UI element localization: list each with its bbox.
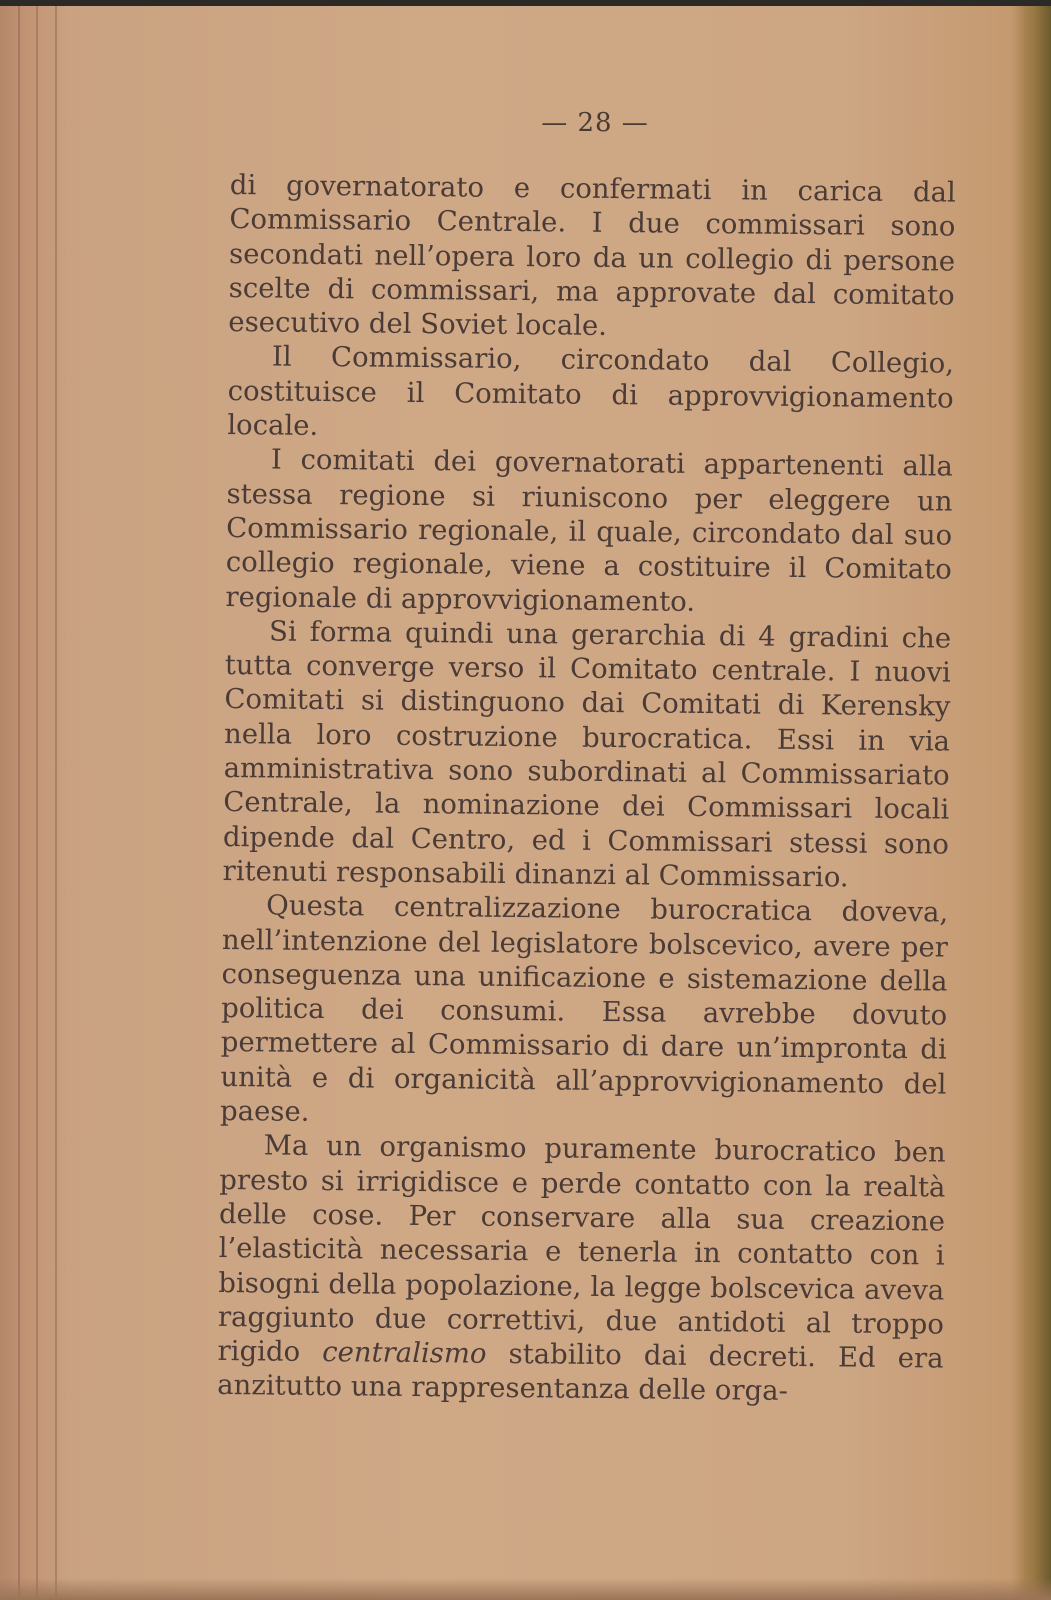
page-gutter-shadow (0, 6, 70, 1600)
paragraph: Questa centralizzazione burocratica doveva, nell’intenzione del legislatore bolscevico, avere per conseguenza una unificazione e sistemazione della politica dei consumi. Essa avrebbe dovuto permettere al Commissario di dare un’impronta di unità e di organicità all’approvvigionamento del paese. (219, 889, 949, 1128)
paragraph: di governatorato e confermati in carica dal Commissario Centrale. I due commissari sono secondati nell’opera loro da un collegio di persone scelte di commissari, ma approvate dal comitato esecutivo del Soviet locale. (228, 168, 956, 343)
paragraph: I comitati dei governatorati appartenenti alla stessa regione si riuniscono per eleggere un Commissario regionale, il quale, circondato dal suo collegio regionale, viene a costituire il Comitato regionale di approvvigionamento. (225, 443, 954, 618)
italic-term: centralismo (322, 1336, 487, 1370)
binding-line (55, 6, 57, 1600)
page-edge-right (1011, 6, 1051, 1600)
book-page (0, 6, 1051, 1600)
paragraph: Il Commissario, circondato dal Collegio, costituisce il Comitato di approvvigionamento locale. (227, 340, 955, 443)
binding-line (18, 6, 20, 1600)
paragraph: Si forma quindi una gerarchia di 4 gradini che tutta converge verso il Comitato centrale. I nuovi Comitati si distinguono dai Comitati di Kerensky nella loro costruzione burocratica. Essi in via amministrativa sono subordinati al Commissariato Centrale, la nominazione dei Commissari locali dipende dal Centro, ed i Commissari stessi sono ritenuti responsabili dinanzi al Commissario. (222, 615, 952, 894)
binding-line (36, 6, 38, 1600)
paragraph-text: stabilito dai decreti. Ed era anzitutto una rappresentanza delle orga- (217, 1337, 944, 1408)
paragraph (217, 1128, 946, 1410)
paragraph-text: Ma un organismo puramente burocratico ben presto si irrigidisce e perde contatto con la realtà delle cose. Per conservare alla sua creazione l’elasticità necessaria e tenerla in contatto con i bisogni della popolazione, la legge bolscevica aveva raggiunto due correttivi, due antidoti al troppo rigido (217, 1129, 946, 1369)
page-number: — 28 — (541, 108, 649, 138)
body-text (217, 168, 956, 1410)
page-edge-bottom (0, 1578, 1051, 1600)
